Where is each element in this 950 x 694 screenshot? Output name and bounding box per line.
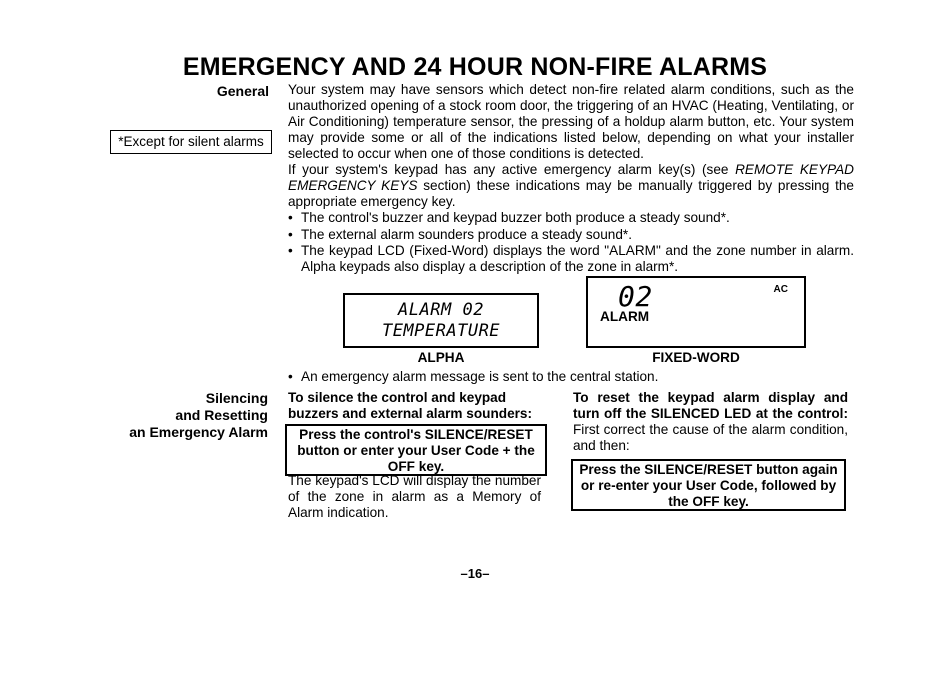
emergency-keys-paragraph: If your system's keypad has any active emergency alarm key(s) (see REMOTE KEYPAD EMERGENCY KEYS section) these indications may be manually triggered by pressing the appropriate emergency key. <box>288 162 854 209</box>
bullet-icon: • <box>288 227 293 242</box>
list-item: • The control's buzzer and keypad buzzer both produce a steady sound*. <box>288 210 730 225</box>
fixed-word-caption: FIXED-WORD <box>652 350 740 365</box>
bullet-icon: • <box>288 210 293 225</box>
fixed-display-zone-number: 02 <box>618 280 653 313</box>
alpha-display-line2: TEMPERATURE <box>381 321 501 341</box>
general-paragraph: Your system may have sensors which detect non-fire related alarm conditions, such as the unauthorized opening of a stock room door, the triggering of an HVAC (Heating, Ventilating, or Air Conditioning) temperature sensor, the pressing of a holdup alarm button, etc. Your system may provide some or all of the indications listed below, depending on what your installer selected to occur when one of those conditions is detected. <box>288 82 854 161</box>
silent-alarms-note: *Except for silent alarms <box>110 130 272 154</box>
memory-of-alarm-text: The keypad's LCD will display the number of the zone in alarm as a Memory of Alarm indication. <box>288 473 541 520</box>
general-heading: General <box>216 83 269 99</box>
page-number: –16– <box>460 566 490 581</box>
fixed-display-ac-indicator: AC <box>773 284 788 295</box>
page-title: EMERGENCY AND 24 HOUR NON-FIRE ALARMS <box>182 53 768 81</box>
alpha-keypad-display <box>343 293 539 348</box>
list-item: • The external alarm sounders produce a steady sound*. <box>288 227 632 242</box>
alpha-display-line1: ALARM 02 <box>398 300 484 320</box>
bullet-icon: • <box>288 369 293 384</box>
reset-instructions-text: To reset the keypad alarm display and turn off the SILENCED LED at the control: First correct the cause of the alarm condition, and then: <box>573 390 848 453</box>
bullet-icon: • <box>288 243 293 258</box>
fixed-display-alarm-word: ALARM <box>600 309 650 324</box>
silencing-heading: Silencing and Resetting an Emergency Alarm <box>129 390 268 440</box>
silence-instructions-heading: To silence the control and keypad buzzers and external alarm sounders: <box>288 390 533 421</box>
list-item: • The keypad LCD (Fixed-Word) displays the word "ALARM" and the zone number in alarm. Alpha keypads also display a description of the zone in alarm*. <box>288 243 854 274</box>
remote-keypad-emergency-keys-ref: REMOTE KEYPAD EMERGENCY KEYS <box>288 162 854 193</box>
reset-instruction-box: Press the SILENCE/RESET button again or re-enter your User Code, followed by the OFF key. <box>571 459 846 511</box>
alpha-caption: ALPHA <box>417 350 465 365</box>
fixed-word-keypad-display <box>586 276 806 348</box>
list-item: • An emergency alarm message is sent to the central station. <box>288 369 659 384</box>
silence-instruction-box: Press the control's SILENCE/RESET button or enter your User Code + the OFF key. <box>285 424 547 476</box>
